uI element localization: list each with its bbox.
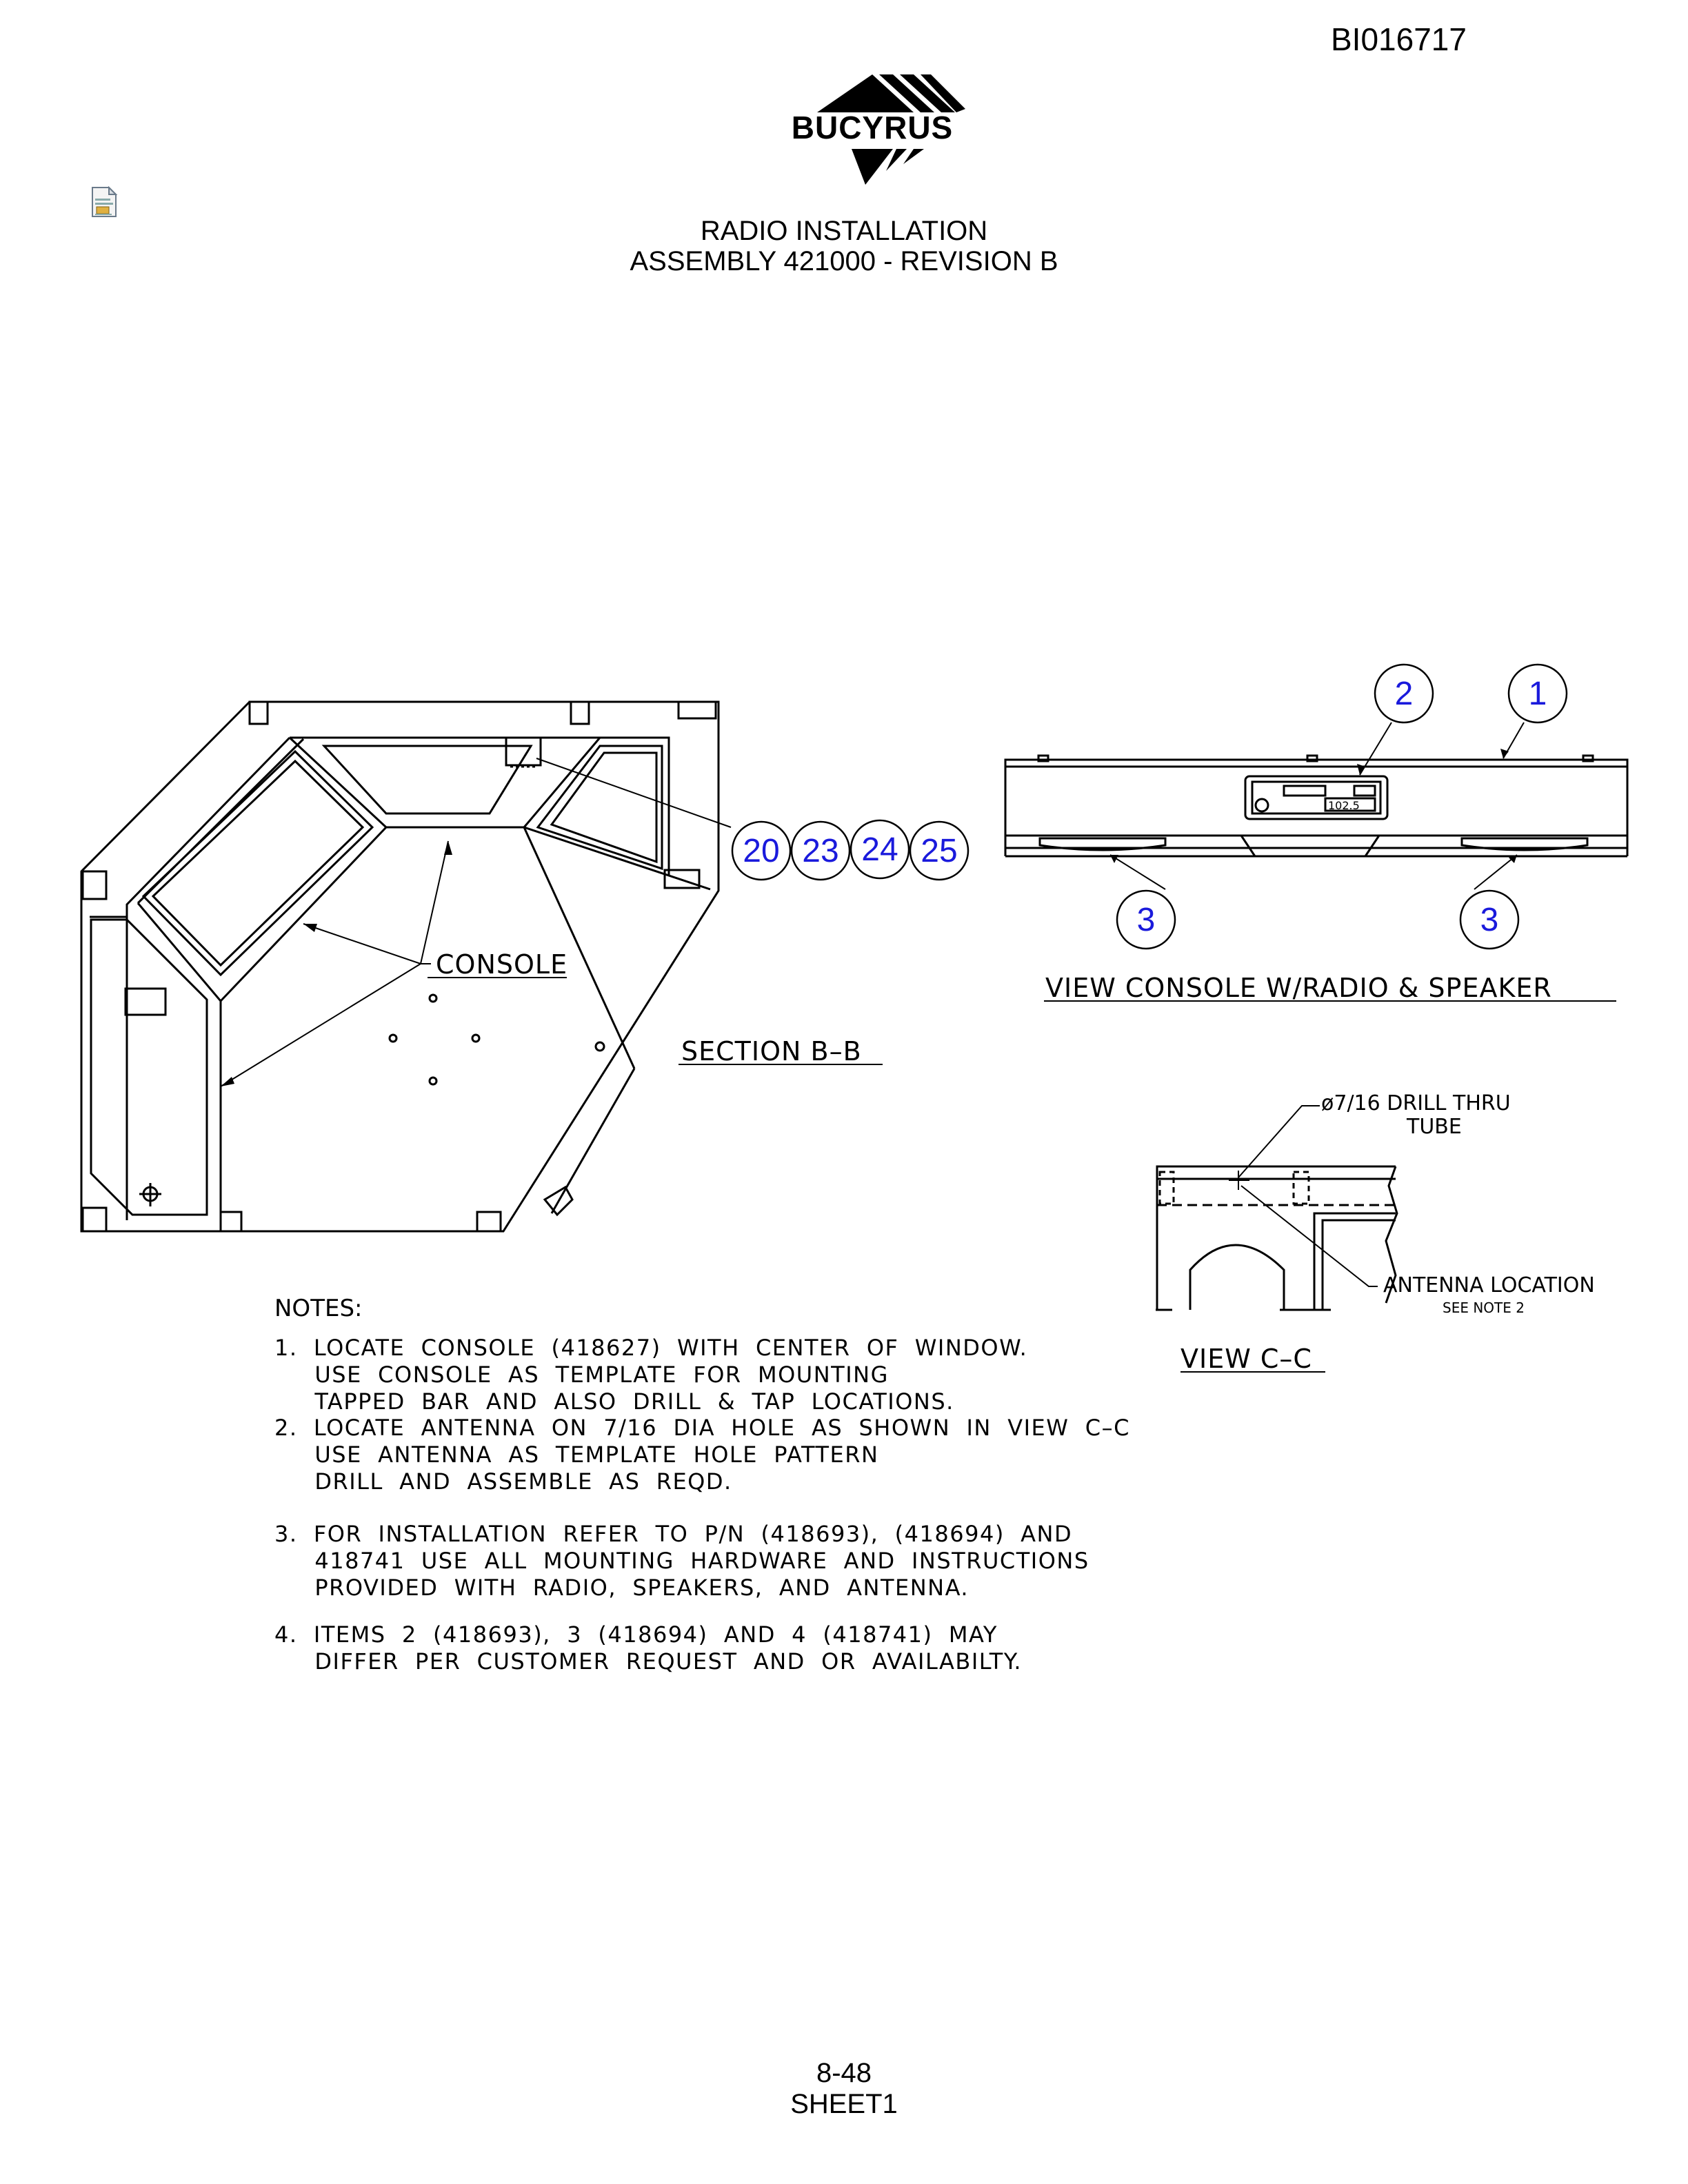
document-title: RADIO INSTALLATION bbox=[700, 216, 988, 246]
view-console-label: VIEW CONSOLE W/RADIO & SPEAKER bbox=[1045, 973, 1552, 1003]
see-note-label: SEE NOTE 2 bbox=[1443, 1300, 1525, 1316]
note-4: 4. ITEMS 2 (418693), 3 (418694) AND 4 (418741) MAY DIFFER PER CUSTOMER REQUEST AND OR AVAILABILTY. bbox=[274, 1621, 1022, 1675]
notes-title: NOTES: bbox=[274, 1295, 363, 1322]
view-cc-label: VIEW C–C bbox=[1180, 1344, 1312, 1374]
drawing-labels bbox=[436, 799, 1595, 1374]
balloon-2: 2 bbox=[1394, 676, 1414, 712]
document-subtitle: ASSEMBLY 421000 - REVISION B bbox=[630, 246, 1058, 276]
balloon-numbers bbox=[743, 676, 1547, 938]
balloon-1: 1 bbox=[1528, 676, 1547, 712]
sheet-label: SHEET1 bbox=[790, 2089, 898, 2119]
balloon-23: 23 bbox=[802, 833, 839, 869]
balloon-3-left: 3 bbox=[1136, 902, 1156, 938]
view-cc-drawing bbox=[1156, 1106, 1397, 1310]
document-id: BI016717 bbox=[1331, 21, 1467, 57]
balloon-24: 24 bbox=[861, 831, 898, 868]
label-underlines bbox=[428, 978, 1616, 1372]
view-console-drawing bbox=[1005, 722, 1627, 889]
page-number: 8-48 bbox=[816, 2058, 872, 2088]
tube-label: TUBE bbox=[1407, 1115, 1462, 1139]
drill-label: ø7/16 DRILL THRU bbox=[1321, 1091, 1511, 1115]
section-bb-drawing bbox=[81, 702, 731, 1231]
note-1: 1. LOCATE CONSOLE (418627) WITH CENTER OF WINDOW. USE CONSOLE AS TEMPLATE FOR MOUNTING TAPPED BAR AND ALSO DRILL & TAP LOCATIONS. bbox=[274, 1335, 1028, 1415]
balloon-20: 20 bbox=[743, 833, 780, 869]
note-3: 3. FOR INSTALLATION REFER TO P/N (418693), (418694) AND 418741 USE ALL MOUNTING HARDWARE AND INSTRUCTIONS PROVIDED WITH RADIO, SPEAKERS, AND ANTENNA. bbox=[274, 1521, 1089, 1601]
balloon-25: 25 bbox=[921, 833, 958, 869]
logo-wordmark: BUCYRUS bbox=[791, 110, 954, 145]
console-label: CONSOLE bbox=[436, 949, 568, 980]
antenna-location-label: ANTENNA LOCATION bbox=[1383, 1273, 1595, 1297]
note-2: 2. LOCATE ANTENNA ON 7/16 DIA HOLE AS SHOWN IN VIEW C–C USE ANTENNA AS TEMPLATE HOLE PATTERN DRILL AND ASSEMBLE AS REQD. bbox=[274, 1415, 1130, 1495]
section-bb-label: SECTION B–B bbox=[681, 1036, 862, 1066]
radio-display: 102.5 bbox=[1328, 799, 1360, 812]
balloon-3-right: 3 bbox=[1480, 902, 1499, 938]
